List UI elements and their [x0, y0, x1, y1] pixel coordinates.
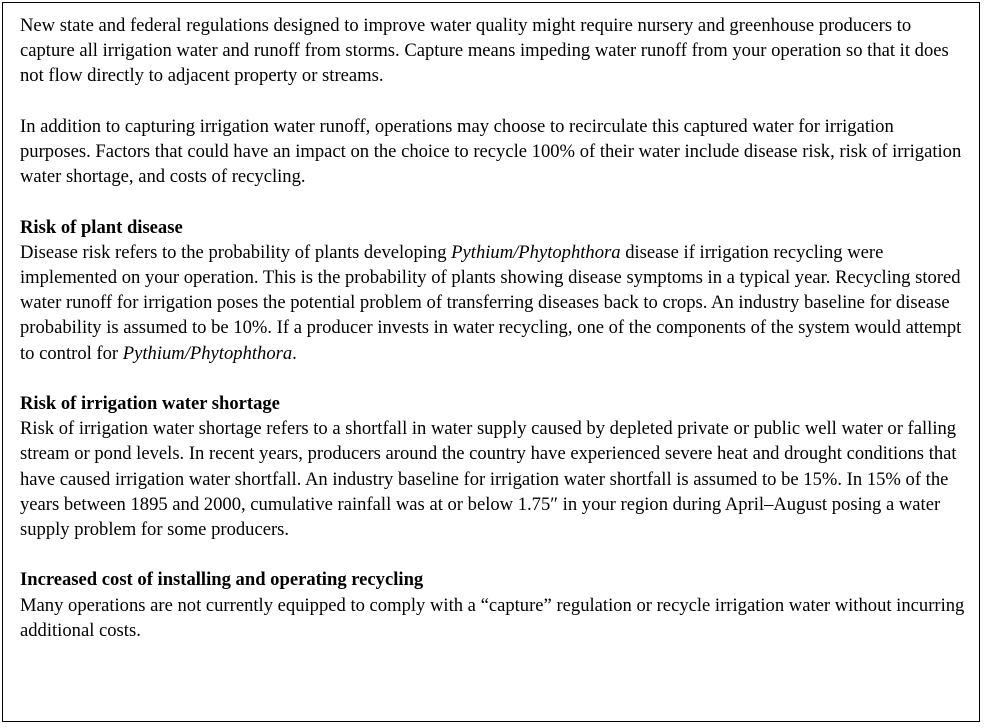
pathogen-name-end: Pythium/Phytophthora: [122, 342, 293, 364]
disease-text-part3: .: [292, 342, 297, 364]
disease-text-part1: Disease risk refers to the probability of plants developing: [20, 241, 452, 263]
intro-paragraph-1: New state and federal regulations designed to improve water quality might require nursery and greenhouse producers to capture all irrigation water and runoff from storms. Capture means impeding water runoff from your operation so that it does not flow directly to adjacent property or streams.: [20, 15, 949, 87]
disease-text-part2: disease if irrigation recycling were implemented on your operation. This is the probability of plants showing disease symptoms in a typical year. Recycling stored water runoff for irrigation poses the potential problem of transferring diseases back to crops. An industry baseline for disease probability is assumed to be 10%. If a producer invests in water recycling, one of the components of the system would attempt to control for: [20, 241, 962, 364]
disease-heading: Risk of plant disease: [20, 216, 183, 238]
shortage-text: Risk of irrigation water shortage refers to a shortfall in water supply caused by depleted private or public well water or falling stream or pond levels. In recent years, producers around the country have experienced severe heat and drought conditions that have caused irrigation water shortfall. An industry baseline for irrigation water shortfall is assumed to be 15%. In 15% of the years between 1895 and 2000, cumulative rainfall was at or below 1.75″ in your region during April–August posing a water supply problem for some producers.: [20, 418, 957, 541]
pathogen-name: Pythium/Phytophthora: [451, 241, 621, 263]
cost-heading: Increased cost of installing and operating recycling: [20, 569, 424, 591]
cost-text: Many operations are not currently equipped to comply with a “capture” regulation or recycle irrigation water without incurring additional costs.: [20, 594, 965, 641]
document-frame: [2, 2, 980, 722]
shortage-section: [20, 391, 967, 542]
cost-section: [20, 567, 967, 643]
intro-paragraph-2: In addition to capturing irrigation water runoff, operations may choose to recirculate this captured water for irrigation purposes. Factors that could have an impact on the choice to recycle 100% of their water include disease risk, risk of irrigation water shortage, and costs of recycling.: [20, 115, 962, 188]
shortage-heading: Risk of irrigation water shortage: [20, 393, 280, 414]
disease-section: [20, 215, 967, 366]
